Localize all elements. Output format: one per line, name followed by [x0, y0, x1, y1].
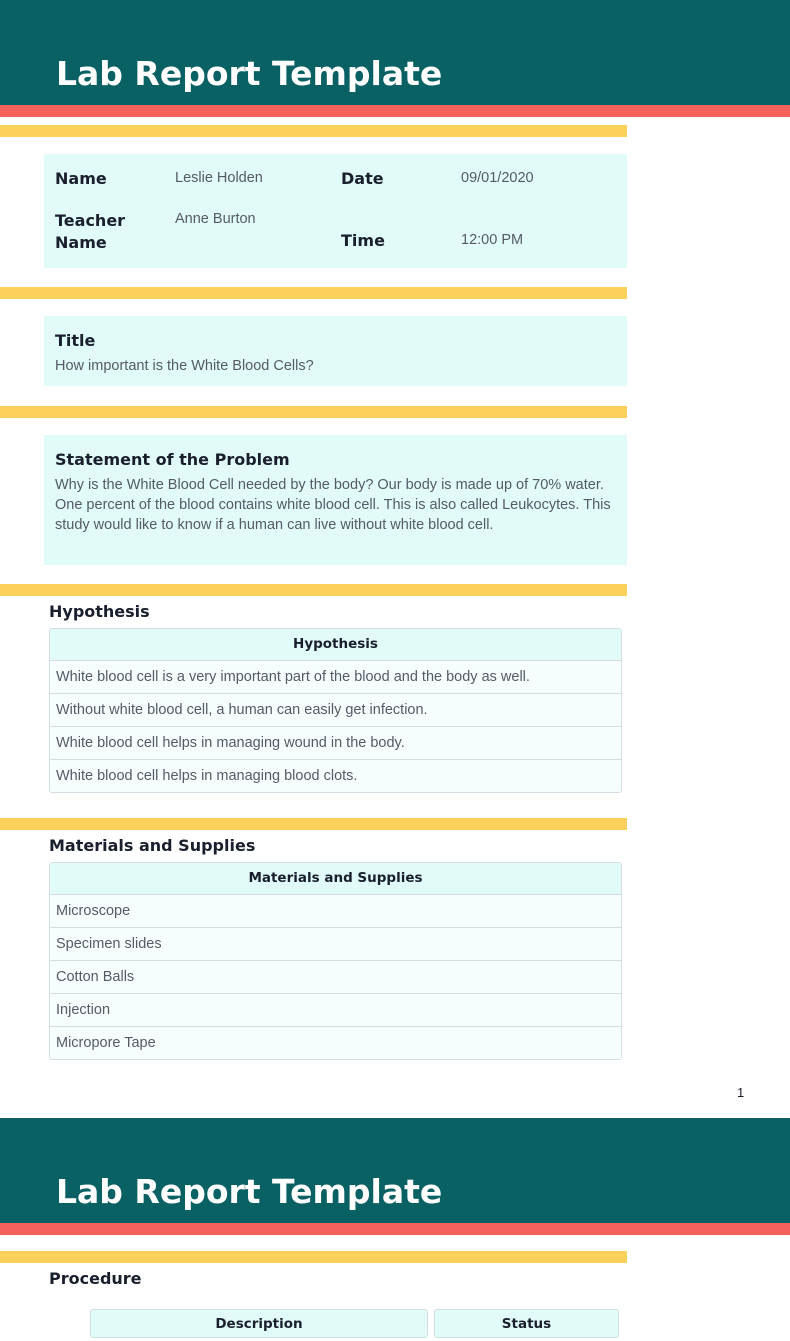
procedure-heading: Procedure — [49, 1269, 142, 1288]
materials-table — [49, 862, 622, 1060]
table-row: Injection — [50, 994, 621, 1027]
table-row: White blood cell is a very important part of the blood and the body as well. — [50, 661, 621, 694]
divider-bar — [0, 125, 627, 137]
teacher-label-line1: Teacher — [55, 211, 126, 230]
problem-text: Why is the White Blood Cell needed by the body? Our body is made up of 70% water. One percent of the blood contains white blood cell. This is also called Leukocytes. This study would like to know if a human can live without white blood cell. — [55, 477, 611, 533]
page1-header-title: Lab Report Template — [56, 54, 443, 93]
materials-heading: Materials and Supplies — [49, 836, 256, 855]
teacher-name-label — [55, 210, 125, 254]
table-row: White blood cell helps in managing wound in the body. — [50, 727, 621, 760]
table-row: Micropore Tape — [56, 1035, 156, 1051]
table-row: Specimen slides — [50, 928, 621, 961]
date-value: 09/01/2020 — [461, 170, 534, 186]
teacher-label-line2: Name — [55, 233, 107, 252]
page-number: 1 — [737, 1085, 745, 1100]
name-value: Leslie Holden — [175, 170, 263, 186]
table-row: Without white blood cell, a human can easily get infection. — [50, 694, 621, 727]
name-label: Name — [55, 169, 107, 188]
page2-header — [0, 1118, 790, 1223]
hypothesis-column-header: Hypothesis — [50, 629, 621, 661]
page1-header — [0, 0, 790, 105]
divider-bar — [0, 406, 627, 418]
title-box — [44, 316, 627, 386]
problem-label: Statement of the Problem — [55, 450, 290, 469]
title-text: How important is the White Blood Cells? — [55, 358, 314, 374]
materials-column-header: Materials and Supplies — [50, 863, 621, 895]
procedure-description-header: Description — [90, 1309, 428, 1338]
page2-red-accent-bar — [0, 1223, 790, 1235]
time-value: 12:00 PM — [461, 232, 524, 248]
divider-bar — [0, 584, 627, 596]
date-label: Date — [341, 169, 384, 188]
divider-bar — [0, 1251, 627, 1263]
table-row: Cotton Balls — [50, 961, 621, 994]
page2-header-title: Lab Report Template — [56, 1172, 443, 1211]
table-row: Microscope — [50, 895, 621, 928]
divider-bar — [0, 818, 627, 830]
page1-red-accent-bar — [0, 105, 790, 117]
hypothesis-heading: Hypothesis — [49, 602, 150, 621]
divider-bar — [0, 287, 627, 299]
title-label: Title — [55, 331, 96, 350]
time-label: Time — [341, 231, 385, 250]
info-box — [44, 154, 627, 268]
hypothesis-table — [49, 628, 622, 793]
procedure-status-header: Status — [434, 1309, 619, 1338]
table-row: White blood cell helps in managing blood clots. — [56, 768, 358, 784]
teacher-name-value: Anne Burton — [175, 211, 256, 227]
